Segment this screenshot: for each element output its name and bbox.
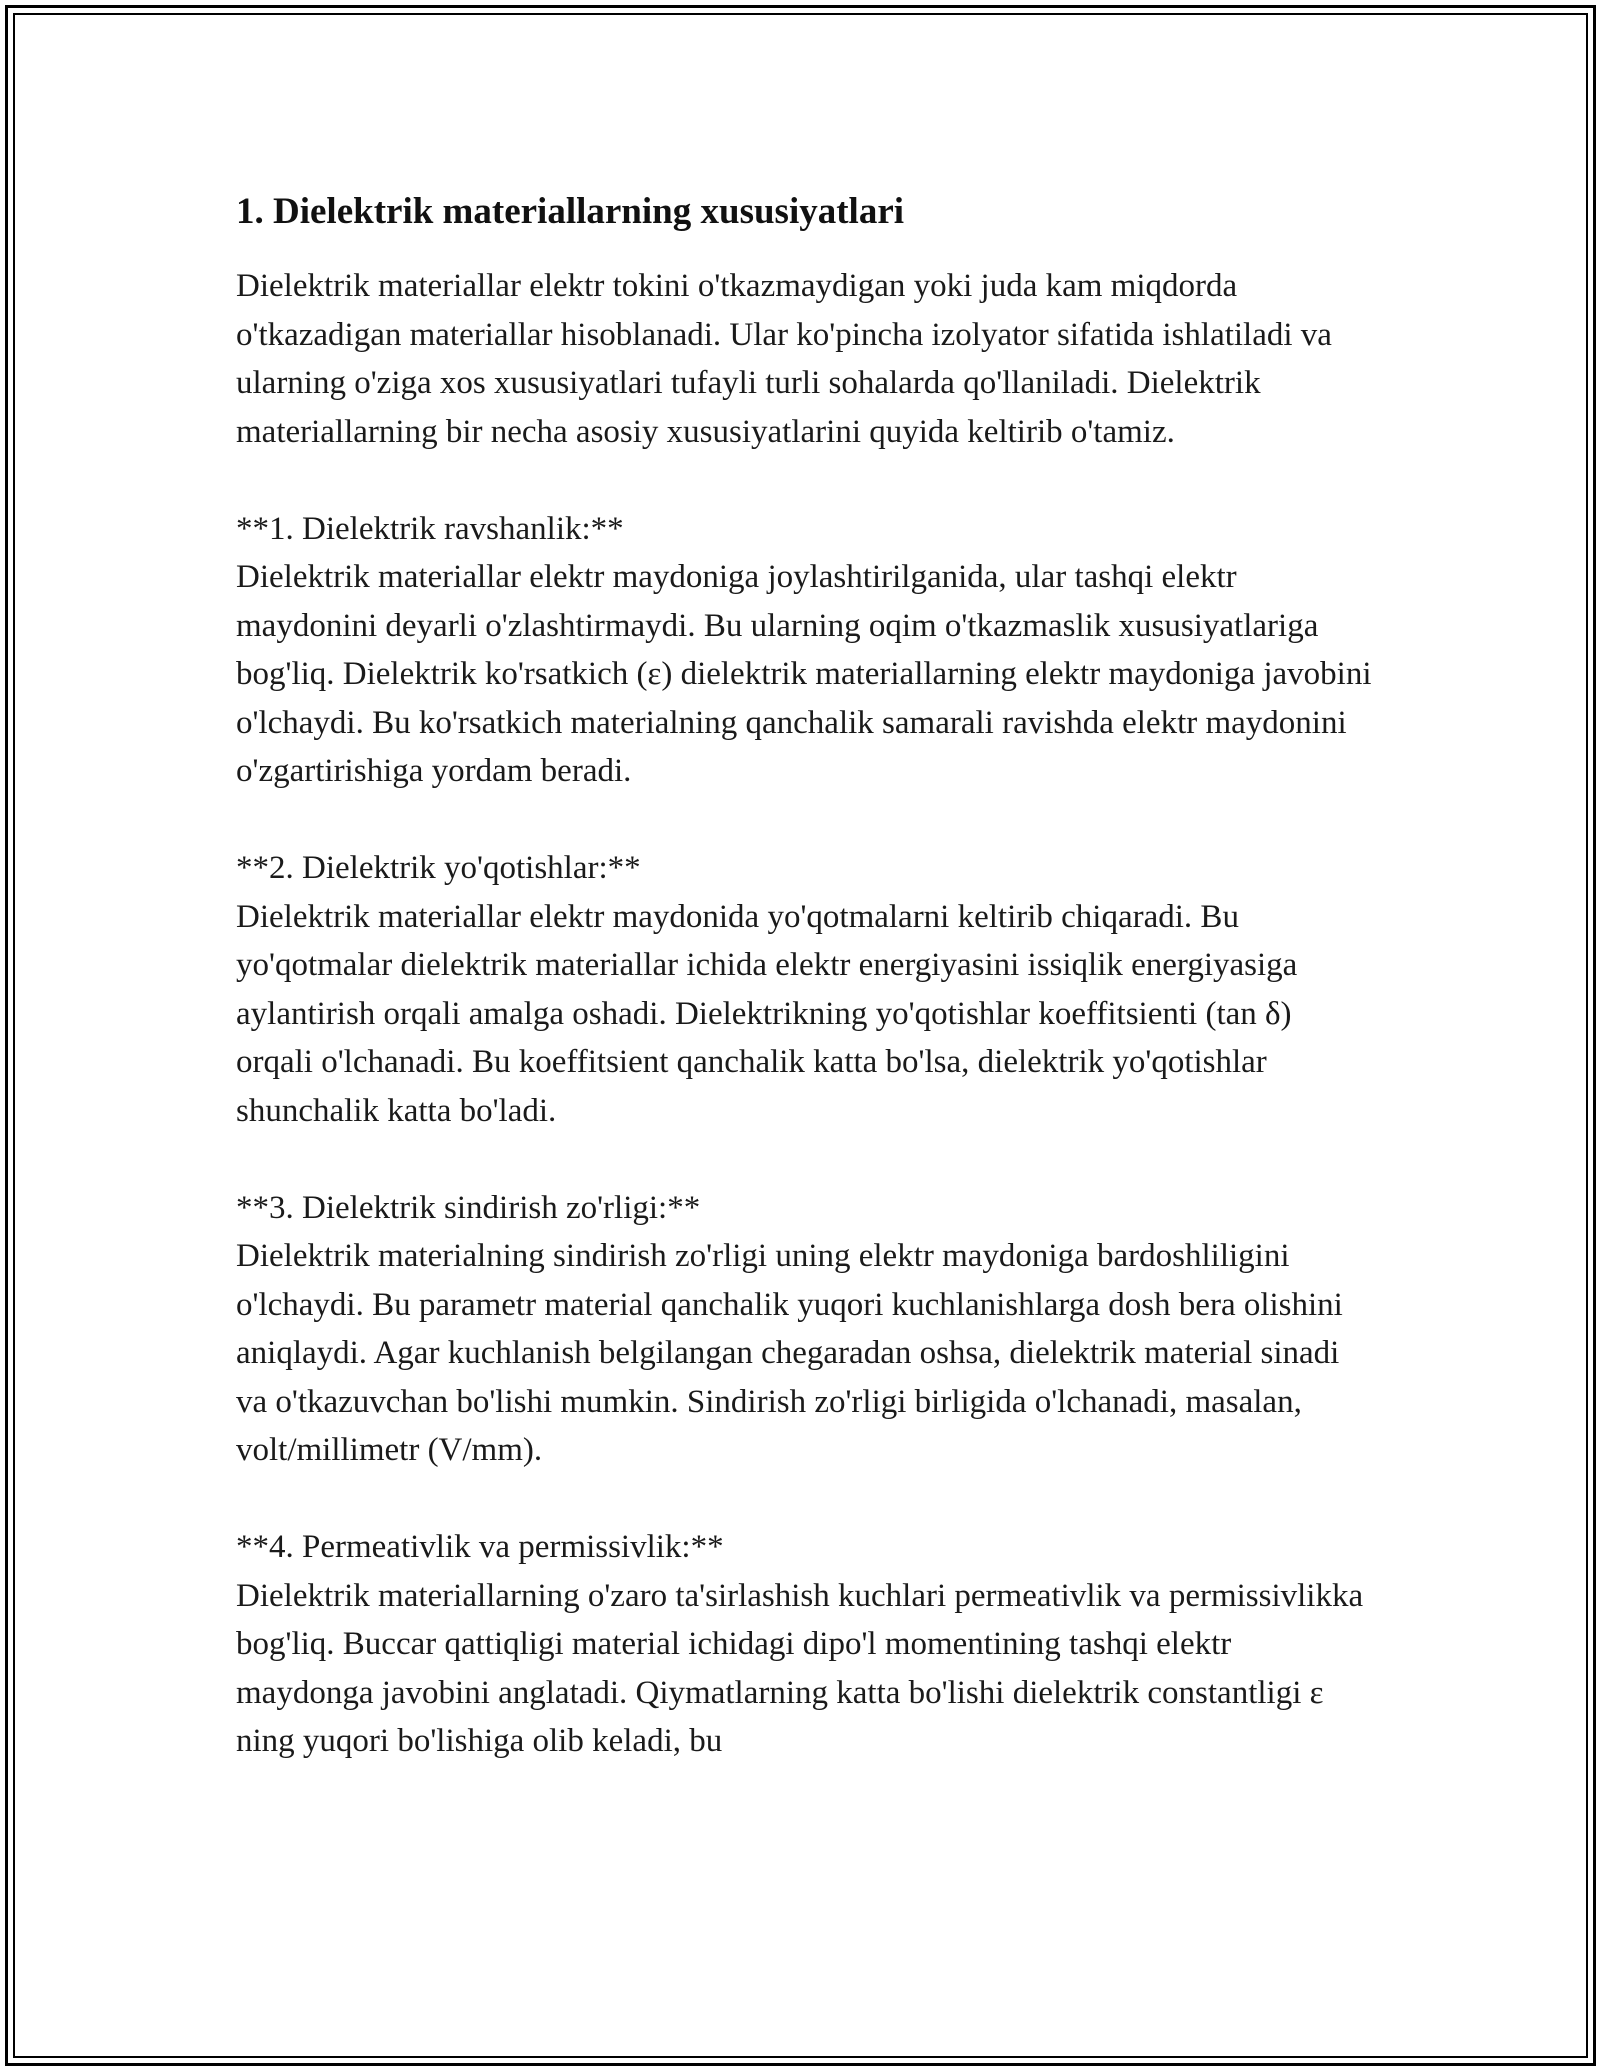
document-title: 1. Dielektrik materiallarning xususiyatlari (236, 191, 905, 232)
section-permeativity-permissivity (236, 1523, 1376, 1766)
section-dielectric-clarity (236, 505, 1380, 796)
document-page (236, 188, 1380, 1766)
section-breakdown-strength (236, 1184, 1376, 1475)
section-body: Dielektrik materiallar elektr maydoniga joylashtirilganida, ular tashqi elektr maydonini deyarli o'zlashtirmaydi. Bu ularning oqim o'tkazmaslik xususiyatlariga bog'liq. Dielektrik ko'rsatkich (ε) dielektrik materiallarning elektr maydoniga javobini o'lchaydi. Bu ko'rsatkich materialning qanchalik samarali ravishda elektr maydonini o'zgartirishiga yordam beradi. (236, 559, 1380, 789)
intro-paragraph: Dielektrik materiallar elektr tokini o'tkazmaydigan yoki juda kam miqdorda o'tkazadigan materiallar hisoblanadi. Ular ko'pincha izolyator sifatida ishlatiladi va ularning o'ziga xos xususiyatlari tufayli turli sohalarda qo'llaniladi. Dielektrik materiallarning bir necha asosiy xususiyatlarini quyida keltirib o'tamiz. (236, 268, 1341, 450)
section-heading: **3. Dielektrik sindirish zo'rligi:** (236, 1189, 701, 1226)
section-body: Dielektrik materiallar elektr maydonida yo'qotmalarni keltirib chiqaradi. Bu yo'qotmalar dielektrik materiallar ichida elektr energiyasini issiqlik energiyasiga aylantirish orqali amalga oshadi. Dielektrikning yo'qotishlar koeffitsienti (tan δ) orqali o'lchanadi. Bu koeffitsient qanchalik katta bo'lsa, dielektrik yo'qotishlar shunchalik katta bo'ladi. (236, 898, 1306, 1129)
section-heading: **2. Dielektrik yo'qotishlar:** (236, 850, 641, 886)
section-dielectric-losses (236, 844, 1376, 1135)
section-body: Dielektrik materialning sindirish zo'rligi uning elektr maydoniga bardoshliligini o'lchaydi. Bu parametr material qanchalik yuqori kuchlanishlarga dosh bera olishini aniqlaydi. Agar kuchlanish belgilangan chegaradan oshsa, dielektrik material sinadi va o'tkazuvchan bo'lishi mumkin. Sindirish zo'rligi birligida o'lchanadi, masalan, volt/millimetr (V/mm). (236, 1238, 1352, 1468)
section-body: Dielektrik materiallarning o'zaro ta'sirlashish kuchlari permeativlik va permissivlikka bog'liq. Buccar qattiqligi material ichidagi dipo'l momentining tashqi elektr maydonga javobini anglatadi. Qiymatlarning katta bo'lishi dielektrik constantligi ε ning yuqori bo'lishiga olib keladi, bu (236, 1577, 1372, 1759)
section-heading: **4. Permeativlik va permissivlik:** (236, 1529, 724, 1565)
section-heading: **1. Dielektrik ravshanlik:** (236, 510, 624, 547)
